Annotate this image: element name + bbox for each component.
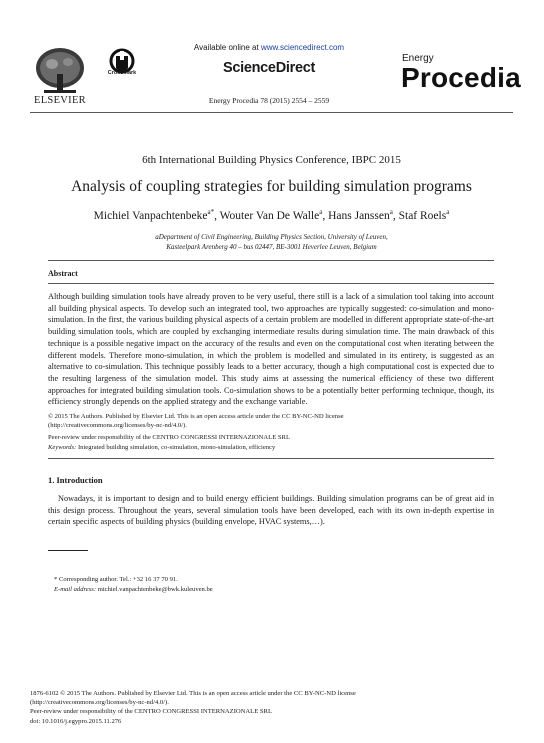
author-name: Staf Roels xyxy=(398,209,447,222)
section-heading: 1. Introduction xyxy=(48,475,103,485)
conference-name: 6th International Building Physics Conference, IBPC 2015 xyxy=(142,154,401,166)
author-name: Michiel Vanpachtenbeke xyxy=(93,209,208,222)
crossmark-icon[interactable] xyxy=(105,43,139,83)
crossmark-label: CrossMark xyxy=(107,70,137,76)
journal-name-bottom: Procedia xyxy=(401,62,521,93)
author-list: Michiel Vanpachtenbeke$^{a*}$, Wouter Van De Walle$^a$, Hans Janssen$^a$, Staf Roels$^a$ xyxy=(93,208,450,222)
affiliation xyxy=(30,232,513,252)
footnote xyxy=(54,575,484,594)
available-prefix: Available online at xyxy=(193,43,261,52)
footnote-email[interactable]: michiel.vanpachtenbeke@bwk.kuleuven.be xyxy=(97,585,213,593)
peer-review-note: Peer-review under responsibility of the CENTRO CONGRESSI INTERNAZIONALE SRL xyxy=(48,434,290,441)
available-online-line xyxy=(150,43,388,52)
elsevier-wordmark: ELSEVIER xyxy=(34,95,86,106)
sciencedirect-wordmark: ScienceDirect xyxy=(222,60,315,76)
license-notice xyxy=(48,412,494,430)
abstract-heading: Abstract xyxy=(48,269,78,278)
keywords-list: Integrated building simulation, co-simulation, mono-simulation, efficiency xyxy=(77,444,276,451)
author-affil-mark: a xyxy=(446,208,450,216)
license-line: © 2015 The Authors. Published by Elsevier Ltd. This is an open access article under the CC BY-NC-ND license xyxy=(48,413,344,420)
author-name: Hans Janssen xyxy=(328,209,390,222)
journal-name-top: Energy xyxy=(402,53,434,64)
footnote-rule xyxy=(48,550,88,551)
keywords-rule xyxy=(48,458,494,459)
license-link[interactable]: (http://creativecommons.org/licenses/by-nc-nd/4.0/). xyxy=(48,422,187,430)
header-rule xyxy=(30,112,513,113)
footer-link[interactable]: (http://creativecommons.org/licenses/by-nc-nd/4.0/). xyxy=(30,699,169,707)
journal-reference: Energy Procedia 78 (2015) 2554 – 2559 xyxy=(208,96,330,105)
affiliation-line: aDepartment of Civil Engineering, Building Physics Section, University of Leuven, xyxy=(155,233,388,241)
abstract-rule xyxy=(48,283,494,284)
affiliation-line: Kasteelpark Arenberg 40 – bus 02447, BE-3001 Heverlee Leuven, Belgium xyxy=(166,243,377,251)
author-name: Wouter Van De Walle xyxy=(219,209,320,222)
author-affil-mark: a xyxy=(389,208,393,216)
page-footer xyxy=(30,689,513,726)
footer-doi[interactable]: doi: 10.1016/j.egypro.2015.11.276 xyxy=(30,717,122,725)
footnote-corresponding: * Corresponding author. Tel.: +32 16 37 70 91. xyxy=(54,576,178,583)
footer-line: Peer-review under responsibility of the CENTRO CONGRESSI INTERNAZIONALE SRL xyxy=(30,708,272,716)
abstract-body: Although building simulation tools have already proven to be very useful, there still is a lack of a simulation tool taking into account all building physical aspects. To develop such an integrated tool, two approaches are typically suggested: co-simulation and mono-simulation. In the first, the various building physical aspects of a certain problem are modelled in different appropriate state-of-the-art building simulation tools, which are coupled by exchanging intermediate results during simulation time. The main drawback of this technique is a possible negative impact on the accuracy of the results and even on the computational cost when iterating between the different models. Therefore mono-simulation, in which the problem is modelled and simulated in its entirety, is suggested as an alternative to co-simulation. This technique possibly leads to a better accuracy, though a high computational cost is expected due to the resulting largeness of the simulation model. This study aims at assessing the numerical efficiency of these two different approaches for integrated building simulation tools. Co-simulation shows to be a potentially better performing technique, though, its efficiency strongly depends on the applied strategy and the exchange variable. xyxy=(48,292,494,407)
intro-paragraph: Nowadays, it is important to design and to build energy efficient buildings. Building simulation programs can be of great aid in this design process. Throughout the years, several simulation tools have been developed, each with its own in-depth expertise in certain specific aspects of building physics (building envelope, HVAC systems,…). xyxy=(48,494,494,527)
author-affil-mark: a xyxy=(319,208,323,216)
author-affil-mark: a* xyxy=(207,208,215,216)
footer-line: 1876-6102 © 2015 The Authors. Published by Elsevier Ltd. This is an open access article under the CC BY-NC-ND license xyxy=(30,690,356,697)
paper-title: Analysis of coupling strategies for building simulation programs xyxy=(71,178,472,195)
abstract-rule-top xyxy=(48,260,494,261)
footnote-email-label: E-mail address: xyxy=(54,585,97,593)
sciencedirect-link[interactable]: www.sciencedirect.com xyxy=(260,43,345,52)
keywords-label: Keywords: xyxy=(48,444,77,451)
keywords xyxy=(48,443,494,452)
